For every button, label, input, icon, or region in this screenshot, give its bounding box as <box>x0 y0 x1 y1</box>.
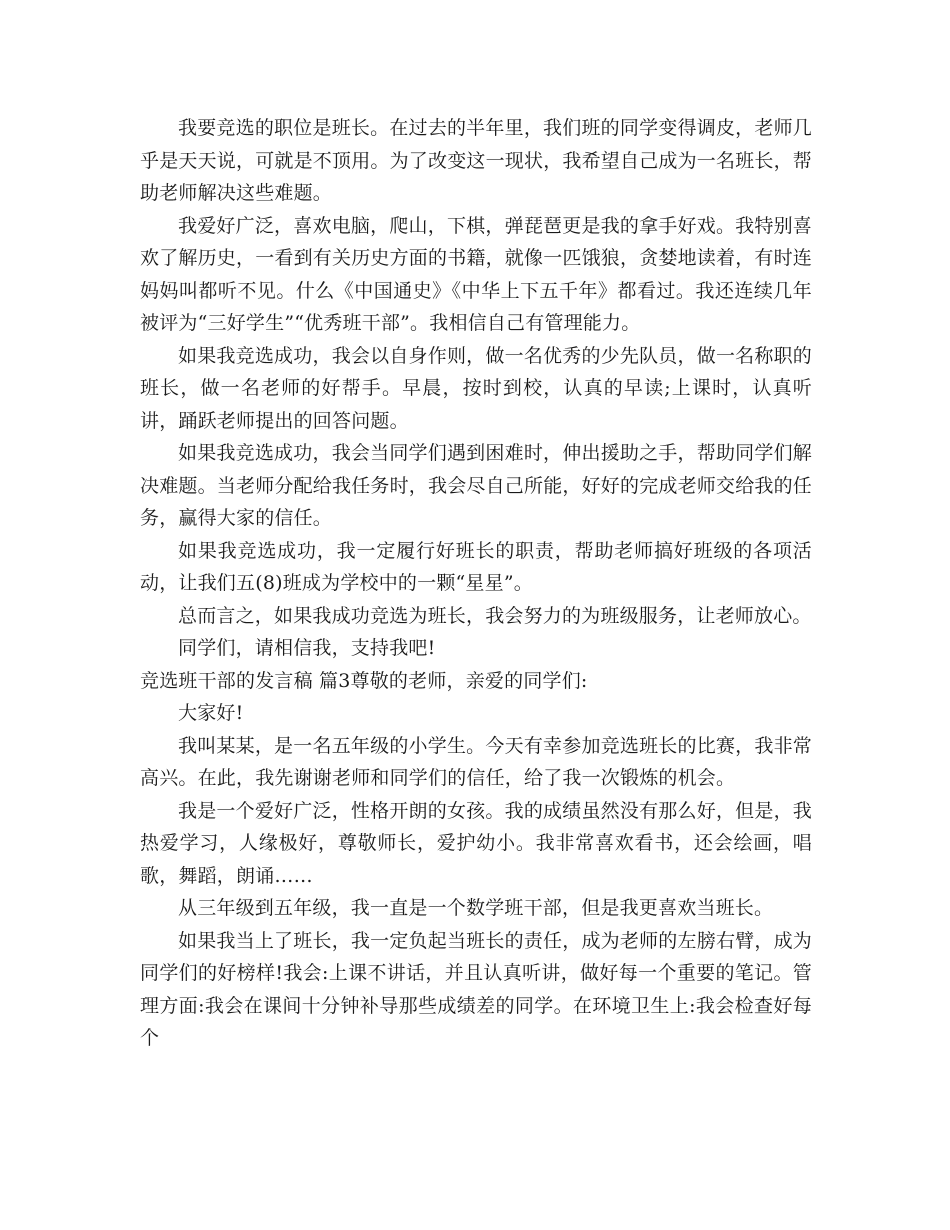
paragraph: 如果我竞选成功，我一定履行好班长的职责，帮助老师搞好班级的各项活动，让我们五(8)班成为学校中的一颗“星星”。 <box>140 539 812 594</box>
paragraph: 我叫某某，是一名五年级的小学生。今天有幸参加竞选班长的比赛，我非常高兴。在此，我先谢谢老师和同学们的信任，给了我一次锻炼的机会。 <box>140 734 812 789</box>
paragraph: 我是一个爱好广泛，性格开朗的女孩。我的成绩虽然没有那么好，但是，我热爱学习，人缘极好，尊敬师长，爱护幼小。我非常喜欢看书，还会绘画，唱歌，舞蹈，朗诵…… <box>140 799 812 887</box>
section-heading: 竞选班干部的发言稿 篇3尊敬的老师，亲爱的同学们: <box>140 669 588 692</box>
paragraph: 如果我竞选成功，我会以自身作则，做一名优秀的少先队员，做一名称职的班长，做一名老师的好帮手。早晨，按时到校，认真的早读;上课时，认真听讲，踊跃老师提出的回答问题。 <box>140 344 812 432</box>
paragraph: 我要竞选的职位是班长。在过去的半年里，我们班的同学变得调皮，老师几乎是天天说，可就是不顶用。为了改变这一现状，我希望自己成为一名班长，帮助老师解决这些难题。 <box>140 117 813 204</box>
paragraph: 如果我当上了班长，我一定负起当班长的责任，成为老师的左膀右臂，成为同学们的好榜样!我会:上课不讲话，并且认真听讲，做好每一个重要的笔记。管理方面:我会在课间十分钟补导那些成绩差的同学。在环境卫生上:我会检查好每个 <box>140 929 812 1049</box>
paragraph: 从三年级到五年级，我一直是一个数学班干部，但是我更喜欢当班长。 <box>178 897 774 919</box>
greeting: 大家好! <box>178 702 244 724</box>
paragraph: 我爱好广泛，喜欢电脑，爬山，下棋，弹琵琶更是我的拿手好戏。我特别喜欢了解历史，一看到有关历史方面的书籍，就像一匹饿狼，贪婪地读着，有时连妈妈叫都听不见。什么《中国通史》《中华上下五千年》都看过。我还连续几年被评为“三好学生”“优秀班干部”。我相信自己有管理能力。 <box>140 214 813 334</box>
paragraph: 同学们，请相信我，支持我吧! <box>178 637 436 659</box>
paragraph: 总而言之，如果我成功竞选为班长，我会努力的为班级服务，让老师放心。 <box>178 604 812 627</box>
document-body <box>140 112 812 1055</box>
paragraph: 如果我竞选成功，我会当同学们遇到困难时，伸出援助之手，帮助同学们解决难题。当老师分配给我任务时，我会尽自己所能，好好的完成老师交给我的任务，赢得大家的信任。 <box>140 442 813 529</box>
